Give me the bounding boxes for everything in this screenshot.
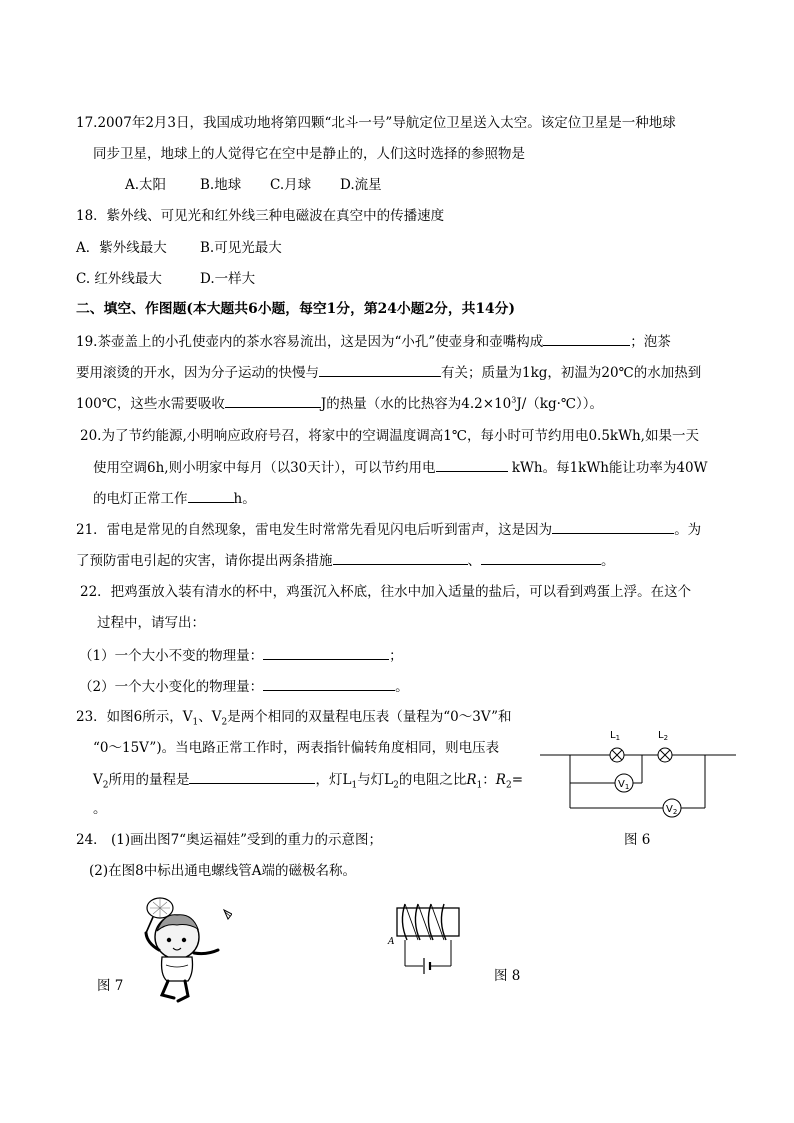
q23-sub-1: 1 <box>192 717 199 728</box>
q20-blank-1[interactable] <box>436 457 508 472</box>
q20-text-3a: 的电灯正常工作 <box>93 491 188 507</box>
q19-text-2a: 要用滚烫的开水，因为分子运动的快慢与 <box>76 365 319 381</box>
fig6-lamp-l1 <box>610 748 624 762</box>
q21-text-2c: 。 <box>601 553 615 569</box>
q23-text-3a: V <box>93 772 103 788</box>
q22-blank-2[interactable] <box>263 676 395 691</box>
q22-text-4: （2）一个大小变化的物理量： <box>79 679 264 695</box>
q19-line2 <box>76 362 701 383</box>
q23-text-3c: ，灯L <box>315 772 352 788</box>
q23-sub-3: 2 <box>102 780 109 791</box>
fig6-lamp-l2 <box>658 748 672 762</box>
q22-line1: 22．把鸡蛋放入装有清水的杯中，鸡蛋沉入杯底，往水中加入适量的盐后，可以看到鸡蛋上浮。在这个 <box>80 584 692 600</box>
q18-option-a: A．紫外线最大 <box>76 240 167 256</box>
q22-text-3: （1）一个大小不变的物理量： <box>79 648 264 664</box>
fig6-voltmeter-v1 <box>615 774 633 792</box>
fig7-caption: 图 7 <box>97 978 124 994</box>
q22-text-4end: 。 <box>395 679 409 695</box>
q20-text-3b: h。 <box>233 491 256 507</box>
q21-blank-3[interactable] <box>481 550 601 565</box>
q23-line4: 。 <box>93 801 107 817</box>
q23-r2-sub: 2 <box>505 780 512 791</box>
svg-text:V2: $V_2$ <box>666 804 678 816</box>
q21-blank-1[interactable] <box>552 519 674 534</box>
q23-sub-2: 2 <box>221 717 228 728</box>
q20-line2 <box>93 457 707 478</box>
q20-line3 <box>93 488 256 509</box>
q19-blank-1[interactable] <box>543 331 630 346</box>
q19-text-2b: 有关；质量为1kg，初温为20℃的水加热到 <box>441 365 702 381</box>
q23-text-3b: 所用的量程是 <box>108 772 190 788</box>
q23-line3 <box>93 769 523 790</box>
q17-line1: 17.2007年2月3日，我国成功地将第四颗“北斗一号”导航定位卫星送入太空。该定位卫星是一种地球 <box>76 115 676 131</box>
q24-line2: (2)在图8中标出通电螺线管A端的磁极名称。 <box>89 863 356 879</box>
q21-text-2b: 、 <box>467 553 481 569</box>
fig6-caption: 图 6 <box>624 832 651 848</box>
q23-text-1b: 是两个相同的双量程电压表（量程为“0～3V”和 <box>227 709 512 725</box>
section-heading: 二、填空、作图题(本大题共6小题，每空1分，第24小题2分，共14分) <box>76 301 515 317</box>
q21-text-2a: 了预防雷电引起的灾害，请你提出两条措施 <box>76 553 333 569</box>
q19-text-3c: J/（kg·℃））。 <box>516 396 604 412</box>
q22-line2: 过程中，请写出： <box>97 615 205 631</box>
q23-sub-4: 1 <box>351 780 358 791</box>
q21-text-1a: 21．雷电是常见的自然现象，雷电发生时常常先看见闪电后听到雷声，这是因为 <box>76 522 553 538</box>
q23-text-1a: 23．如图6所示，V <box>76 709 193 725</box>
q23-blank-1[interactable] <box>189 769 315 784</box>
q21-line1 <box>76 519 701 540</box>
q19-blank-3[interactable] <box>225 393 321 408</box>
fig6-voltmeter-v2 <box>663 799 681 817</box>
q17-option-d: D.流星 <box>340 177 382 193</box>
q22-text-3end: ； <box>389 648 403 664</box>
q19-text-3a: 100℃，这些水需要吸收 <box>76 396 225 412</box>
q23-r2: R <box>495 772 506 788</box>
fig8-end-a-label: A <box>388 937 395 947</box>
q23-text-3d: 与灯L <box>357 772 394 788</box>
q22-line3 <box>79 645 403 666</box>
q19-blank-2[interactable] <box>319 362 441 377</box>
q22-line4 <box>79 676 409 697</box>
q20-text-2a: 使用空调6h,则小明家中每月（以30天计），可以节约用电 <box>93 460 436 476</box>
q18-option-c: C. 红外线最大 <box>76 271 162 287</box>
fig6-circuit-diagram <box>540 725 740 825</box>
fig6-label-l1: $L_1$ <box>610 730 621 742</box>
q23-equals: = <box>511 772 524 788</box>
fig6-label-l2: $L_2$ <box>658 730 669 742</box>
q23-line1 <box>76 707 511 727</box>
q23-line2: “0～15V”)。当电路正常工作时，两表指针偏转角度相同，则电压表 <box>93 740 500 756</box>
q20-line1: 20.为了节约能源,小明响应政府号召，将家中的空调温度调高1℃，每小时可节约用电0.5kWh,如果一天 <box>80 428 699 444</box>
svg-text:V1: $V_1$ <box>618 779 630 791</box>
q21-line2 <box>76 550 615 571</box>
q22-blank-1[interactable] <box>263 645 389 660</box>
q18-option-d: D.一样大 <box>200 271 256 287</box>
q17-option-a: A.太阳 <box>125 177 167 193</box>
q17-option-c: C.月球 <box>270 177 312 193</box>
q18-stem: 18．紫外线、可见光和红外线三种电磁波在真空中的传播速度 <box>76 208 445 224</box>
q23-r1: R <box>466 772 477 788</box>
q19-text-1b: ；泡茶 <box>630 334 671 350</box>
fig7-mascot-illustration <box>122 895 232 1005</box>
q19-text-1a: 19.茶壶盖上的小孔使壶内的茶水容易流出，这是因为“小孔”使壶身和壶嘴构成 <box>76 334 544 350</box>
q20-blank-2[interactable] <box>188 488 234 503</box>
q23-colon: ： <box>482 772 496 788</box>
q17-line2: 同步卫星，地球上的人觉得它在空中是静止的，人们这时选择的参照物是 <box>93 146 525 162</box>
q19-line3 <box>76 393 603 414</box>
q24-line1: 24． (1)画出图7“奥运福娃”受到的重力的示意图； <box>76 832 382 848</box>
q17-option-b: B.地球 <box>200 177 242 193</box>
q20-text-2b: kWh。每1kWh能让功率为40W <box>511 460 708 476</box>
q23-sub-5: 2 <box>393 780 399 791</box>
q19-text-3b: J的热量（水的比热容为4.2×10 <box>320 396 512 412</box>
q19-line1 <box>76 331 671 352</box>
q21-blank-2[interactable] <box>333 550 468 565</box>
q23-r1-sub: 1 <box>476 780 483 791</box>
q21-text-1b: 。为 <box>674 522 702 538</box>
q18-option-b: B.可见光最大 <box>200 240 282 256</box>
q23-text-1m: 、V <box>198 709 222 725</box>
q23-text-3e: 的电阻之比 <box>398 772 467 788</box>
fig8-battery <box>424 958 430 974</box>
fig8-caption: 图 8 <box>494 968 521 984</box>
q19-exponent: 3 <box>511 395 517 405</box>
fig8-solenoid-circuit <box>385 900 470 975</box>
